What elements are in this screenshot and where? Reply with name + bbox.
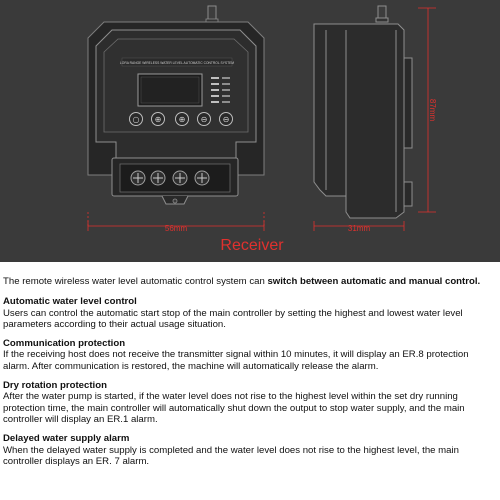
power-button-icon: ○ [132,115,140,124]
section-body: If the receiving host does not receive the transmitter signal within 10 minutes, it will display an ER.8 protection alarm. After communication is restored, the machine will automatically release the alarm. [3,349,469,372]
front-view [88,6,264,204]
caption-receiver: Receiver [220,237,284,254]
intro-text: The remote wireless water level automatic control system can [3,276,268,287]
width-dimension-label: 56mm [164,224,188,233]
section-title: Dry rotation protection [3,380,107,392]
section-automatic-control [3,296,497,330]
plus-button-2-icon: ⊕ [178,115,186,124]
description [3,276,497,475]
section-delayed-alarm [3,433,497,467]
section-title: Automatic water level control [3,296,137,308]
plus-button-1-icon: ⊕ [154,115,162,124]
section-body: After the water pump is started, if the water level does not rise to the highest level within the set dry running protection time, the main controller will automatically shut down the output to stop water supply, and the main controller will display an ER.1 alarm. [3,391,465,425]
depth-dimension-label: 31mm [347,224,371,233]
side-view [314,6,412,218]
intro-paragraph [3,276,497,287]
height-dimension-label: 87mm [428,98,437,122]
minus-button-1-icon: ⊖ [200,115,208,124]
section-body: Users can control the automatic start stop of the main controller by setting the highest and lowest water level parameters according to their actual usage situation. [3,307,463,330]
section-dry-rotation [3,380,497,425]
section-title: Delayed water supply alarm [3,433,130,445]
intro-bold: switch between automatic and manual control. [267,276,481,287]
minus-button-2-icon: ⊖ [222,115,230,124]
section-communication-protection [3,338,497,372]
panel-title: LORA RANGE WIRELESS WATER LEVEL AUTOMATIC CONTROL SYSTEM [119,61,235,65]
section-body: When the delayed water supply is completed and the water level does not rise to the highest level, the main controller displays an ER. 7 alarm. [3,444,459,467]
section-title: Communication protection [3,338,126,350]
